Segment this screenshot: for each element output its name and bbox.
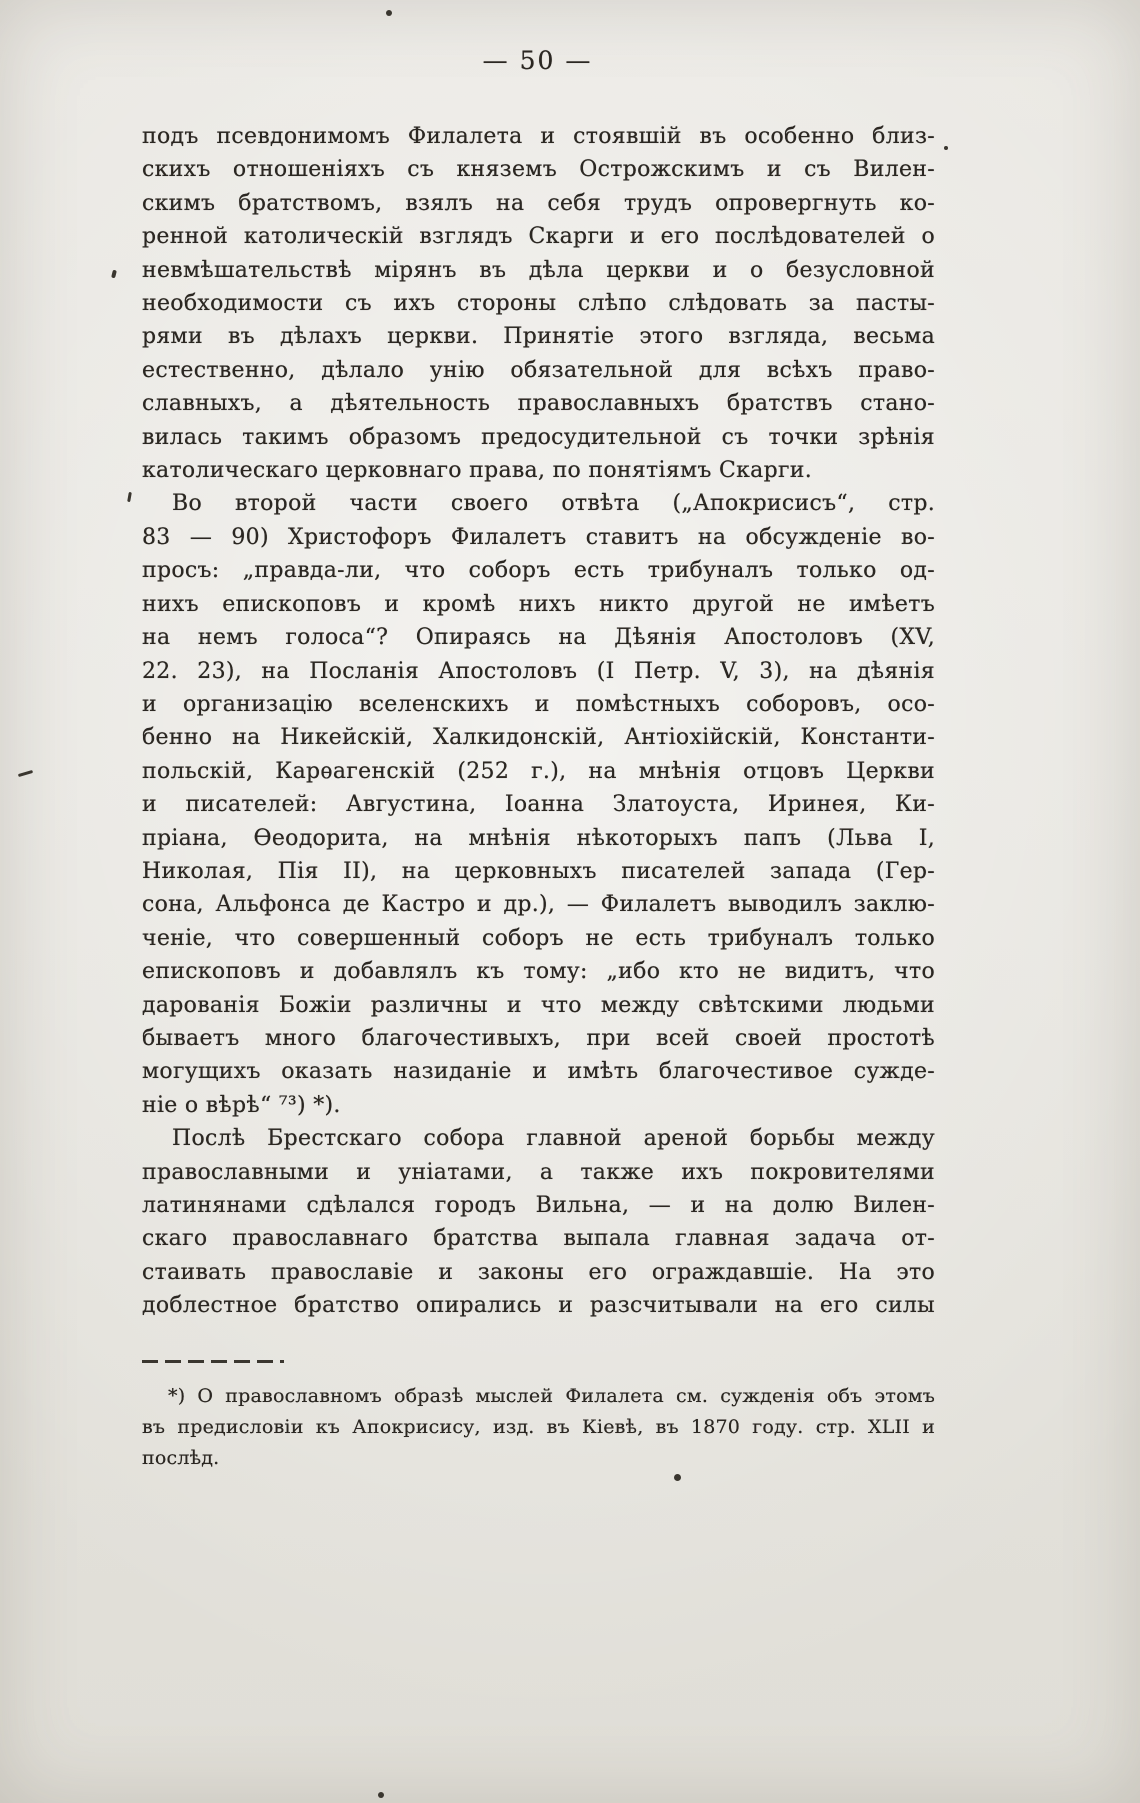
- paragraph-1: [142, 120, 935, 487]
- text-line: доблестное братство опирались и разсчитывали на его силы: [142, 1293, 935, 1319]
- text-line: католическаго церковнаго права, по понятіямъ Скарги.: [142, 458, 813, 484]
- text-line: необходимости съ ихъ стороны слѣпо слѣдовать за пасты-: [142, 291, 935, 317]
- text-line: пріана, Ѳеодорита, на мнѣнія нѣкоторыхъ папъ (Льва I,: [142, 825, 935, 851]
- text-line: польскій, Карѳагенскій (252 г.), на мнѣнія отцовъ Церкви: [142, 758, 935, 784]
- text-line: скимъ братствомъ, взялъ на себя трудъ опровергнуть ко-: [142, 190, 935, 216]
- ink-speck: [386, 10, 392, 16]
- text-line: скаго православнаго братства выпала главная задача от-: [142, 1226, 935, 1252]
- text-line: на немъ голоса“? Опираясь на Дѣянія Апостоловъ (XV,: [142, 625, 935, 651]
- text-line: бенно на Никейскій, Халкидонскій, Антіохійскій, Константи-: [142, 725, 935, 751]
- text-line: стаивать православіе и законы его ограждавшіе. На это: [142, 1259, 935, 1285]
- text-line: просъ: „правда-ли, что соборъ есть трибуналъ только од-: [142, 558, 935, 584]
- ink-speck: [674, 1474, 681, 1481]
- text-line: ченіе, что совершенный соборъ не есть трибуналъ только: [142, 925, 935, 951]
- ink-speck: [378, 1792, 384, 1798]
- text-line: Послѣ Брестскаго собора главной ареной борьбы между: [172, 1126, 935, 1152]
- text-line: дарованія Божіи различны и что между свѣтскими людьми: [142, 992, 935, 1018]
- text-line: и организацію вселенскихъ и помѣстныхъ соборовъ, осо-: [142, 691, 935, 717]
- text-line: бываетъ много благочестивыхъ, при всей своей простотѣ: [142, 1025, 935, 1051]
- footnote-line: въ предисловіи къ Апокрисису, изд. въ Кіевѣ, въ 1870 году. стр. XLII и: [142, 1415, 935, 1438]
- text-line: латинянами сдѣлался городъ Вильна, — и на долю Вилен-: [142, 1193, 935, 1218]
- text-line: 83 — 90) Христофоръ Филалетъ ставитъ на обсужденіе во-: [142, 524, 935, 550]
- page-number: — 50 —: [482, 46, 593, 75]
- footnote: [142, 1381, 935, 1473]
- ink-speck: [944, 146, 948, 150]
- text-line: Николая, Пія II), на церковныхъ писателей запада (Гер-: [142, 858, 935, 884]
- text-line: нихъ епископовъ и кромѣ нихъ никто другой не имѣетъ: [142, 591, 935, 617]
- paragraph-3: [142, 1122, 935, 1322]
- text-line: естественно, дѣлало унію обязательной для всѣхъ право-: [142, 357, 935, 383]
- text-line: 22. 23), на Посланія Апостоловъ (I Петр. V, 3), на дѣянія: [142, 658, 935, 684]
- text-line: рями въ дѣлахъ церкви. Принятіе этого взгляда, весьма: [142, 324, 935, 350]
- text-line: могущихъ оказать назиданіе и имѣть благочестивое сужде-: [142, 1059, 935, 1085]
- ink-speck: [127, 492, 132, 502]
- text-line: ренной католическій взглядъ Скарги и его послѣдователей о: [142, 224, 935, 250]
- text-line: Во второй части своего отвѣта („Апокрисисъ“, стр.: [172, 491, 935, 517]
- text-line: ніе о вѣрѣ“ ⁷³) *).: [142, 1092, 341, 1118]
- text-line: православными и уніатами, а также ихъ покровителями: [142, 1159, 935, 1185]
- ink-speck: [111, 270, 117, 279]
- footnote-line: послѣд.: [142, 1446, 220, 1469]
- paragraph-2: [142, 487, 935, 1122]
- text-line: славныхъ, а дѣятельность православныхъ братствъ стано-: [142, 391, 935, 417]
- text-line: епископовъ и добавлялъ къ тому: „ибо кто не видитъ, что: [142, 959, 935, 985]
- footnote-separator: [142, 1360, 284, 1363]
- text-line: вилась такимъ образомъ предосудительной съ точки зрѣнія: [142, 424, 935, 450]
- ink-speck: [18, 770, 33, 777]
- text-block: [142, 120, 935, 1323]
- text-line: и писателей: Августина, Іоанна Златоуста, Иринея, Ки-: [142, 792, 935, 818]
- text-line: скихъ отношеніяхъ съ княземъ Острожскимъ и съ Вилен-: [142, 157, 935, 183]
- text-line: подъ псевдонимомъ Филалета и стоявшій въ особенно близ-: [142, 124, 935, 149]
- footnote-line: *) О православномъ образѣ мыслей Филалета см. сужденія объ этомъ: [168, 1385, 935, 1407]
- text-line: невмѣшательствѣ мірянъ въ дѣла церкви и о безусловной: [142, 257, 935, 283]
- text-line: сона, Альфонса де Кастро и др.), — Филалетъ выводилъ заклю-: [142, 892, 935, 918]
